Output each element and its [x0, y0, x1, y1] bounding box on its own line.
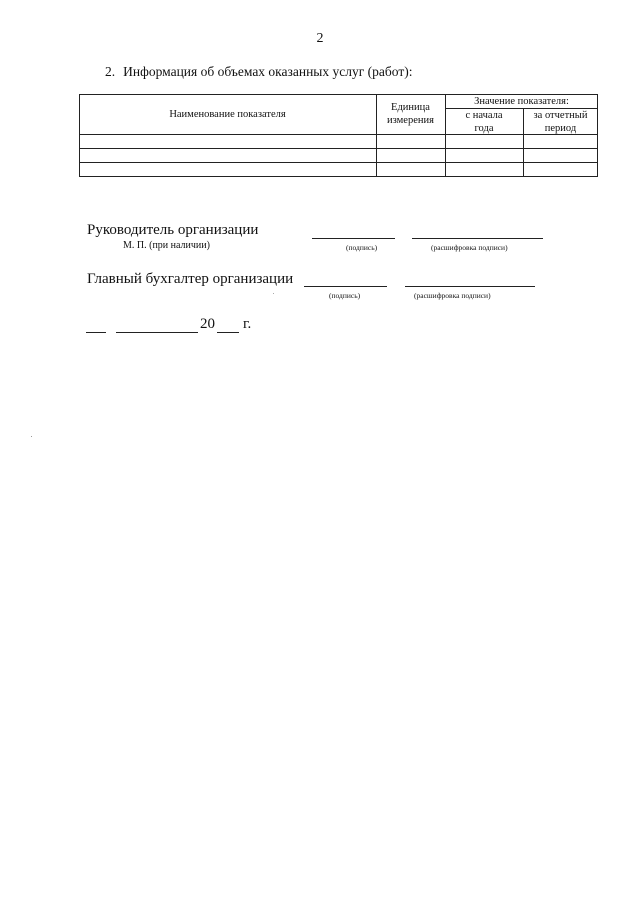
head-of-organization-label: Руководитель организации [87, 222, 259, 238]
services-volume-table [79, 94, 598, 179]
header-from-start-line1: с начала [465, 110, 503, 121]
section-number: 2. [105, 64, 116, 79]
header-unit-line1: Единица [391, 102, 430, 113]
table-row-line-2 [79, 162, 598, 163]
header-unit [376, 101, 445, 127]
accountant-signature-line [304, 286, 387, 287]
head-signature-line [312, 238, 395, 239]
head-decoding-caption: (расшифровка подписи) [431, 243, 508, 252]
header-indicator-name: Наименование показателя [169, 109, 286, 120]
section-title [105, 64, 412, 80]
header-unit-line2: измерения [387, 115, 434, 126]
header-period-line1: за отчетный [533, 110, 588, 121]
header-period-line2: период [544, 123, 577, 134]
date-month-blank [116, 332, 198, 333]
header-from-start [445, 109, 523, 135]
date-day-blank [86, 332, 106, 333]
page-number: 2 [316, 31, 324, 46]
accountant-signature-caption: (подпись) [329, 291, 361, 300]
header-value-group: Значение показателя: [474, 96, 569, 107]
date-year-suffix: г. [243, 316, 252, 332]
scan-speck [31, 436, 32, 437]
header-from-start-line2: года [474, 123, 494, 134]
stamp-label: М. П. (при наличии) [123, 240, 210, 251]
section-title-text: Информация об объемах оказанных услуг (работ): [123, 64, 413, 79]
head-decoding-line [412, 238, 543, 239]
date-year-prefix: 20 [200, 316, 215, 332]
table-row-line-1 [79, 148, 598, 149]
table-border-left [79, 94, 80, 177]
scan-speck-2 [273, 293, 274, 294]
date-row [86, 316, 286, 336]
accountant-decoding-line [405, 286, 535, 287]
accountant-decoding-caption: (расшифровка подписи) [414, 291, 491, 300]
date-year-blank [217, 332, 239, 333]
chief-accountant-label: Главный бухгалтер организации [87, 271, 294, 287]
header-period [523, 109, 598, 135]
head-signature-caption: (подпись) [346, 243, 378, 252]
table-row-line-3 [79, 176, 598, 177]
